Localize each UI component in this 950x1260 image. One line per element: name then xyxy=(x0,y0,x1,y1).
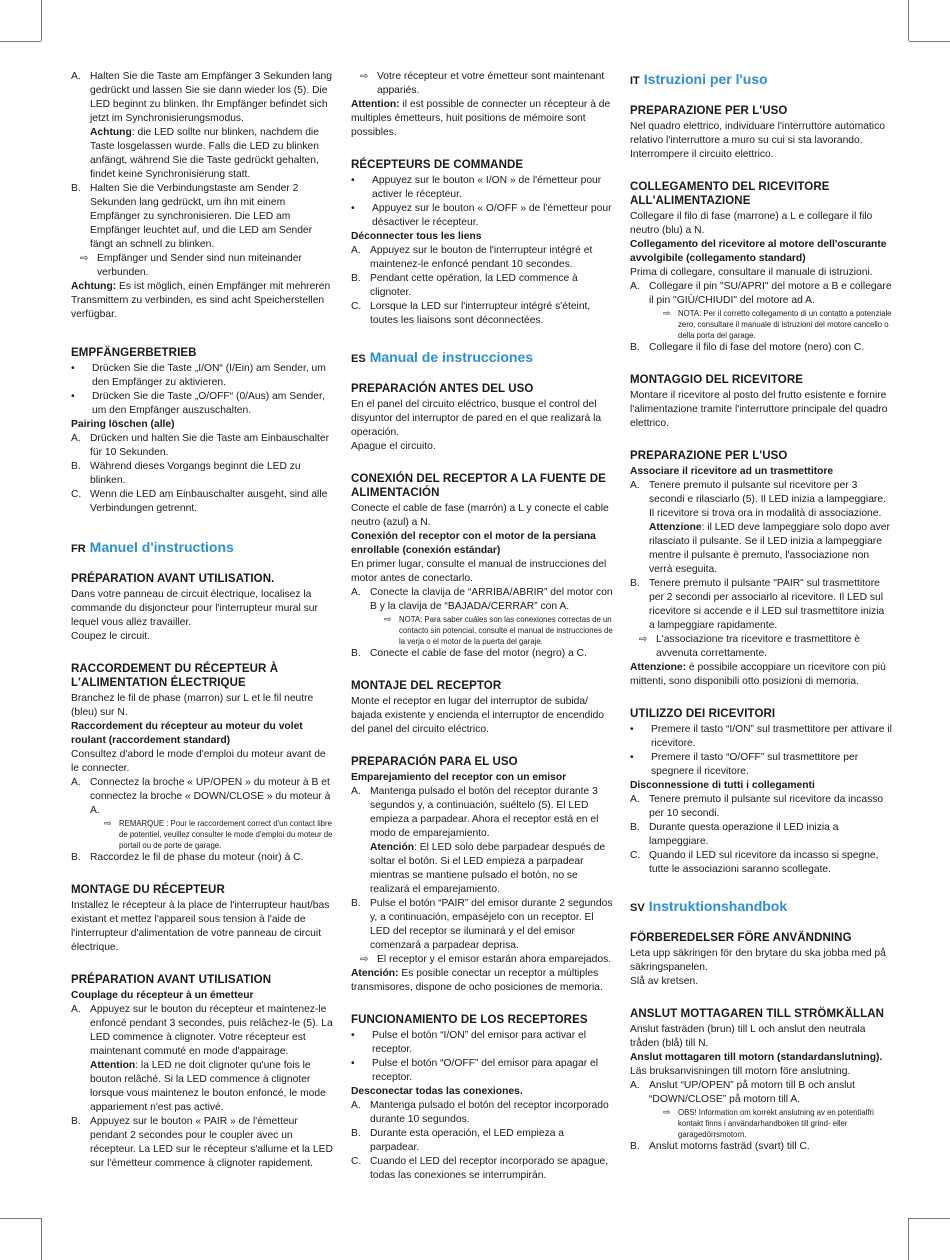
section-heading: PREPARACIÓN ANTES DEL USO xyxy=(351,383,534,395)
step-c: C. Cuando el LED del receptor incorporado se apague, todas las conexiones se interrumpirán. xyxy=(351,1156,609,1181)
section-heading: PRÉPARATION AVANT UTILISATION xyxy=(71,974,272,986)
bullet-item: • Drücken Sie die Taste „I/ON“ (I/Ein) am Sender, um den Empfänger zu aktivieren. xyxy=(71,363,326,388)
step-a: A. Collegare il pin "SU/APRI" del motore a B e collegare il pin "GIÙ/CHIUDI" del motore ad A. xyxy=(630,281,892,306)
crop-mark xyxy=(909,41,950,42)
bullet-icon: • xyxy=(351,1030,355,1041)
result-line: ⇨ L'associazione tra ricevitore e trasmettitore è avvenuta correttamente. xyxy=(639,634,860,659)
bullet-item: • Appuyez sur le bouton « I/ON » de l'émetteur pour activer le récepteur. xyxy=(351,175,602,200)
bullet-icon: • xyxy=(351,175,355,186)
result-line: ⇨ Empfänger und Sender sind nun miteinander verbunden. xyxy=(80,253,302,278)
step-a: A. Mantenga pulsado el botón del receptor durante 3 segundos y, a continuación, suéltelo (5). El LED empieza a parpadear. Ahora el receptor está en el modo de emparejamiento. Atención: El LED solo debe parpadear después de soltar el botón. Si el LED empieza a parpadear mientras se mantiene pulsado el botón, no se realizará el emparejamiento. xyxy=(351,786,606,895)
step-b: B. Halten Sie die Verbindungstaste am Sender 2 Sekunden lang gedrückt, um ihn mit einem Empfänger zu synchronisieren. Die LED am Empfänger leuchtet auf, und die LED am Sender fängt an schnell zu blinken. xyxy=(71,182,333,252)
section-heading: MONTAGGIO DEL RICEVITORE xyxy=(630,374,803,386)
crop-mark xyxy=(908,0,909,41)
section-heading: EMPFÄNGERBETRIEB xyxy=(71,347,197,359)
step-b: B. Collegare il filo di fase del motore (nero) con C. xyxy=(630,342,865,353)
bullet-item: • Drücken Sie die Taste „O/OFF“ (0/Aus) am Sender, um den Empfänger auszuschalten. xyxy=(71,391,325,416)
section-heading: CONEXIÓN DEL RECEPTOR A LA FUENTE DE ALIMENTACIÓN xyxy=(351,473,606,499)
step-a: A. Drücken und halten Sie die Taste am Einbauschalter für 10 Sekunden. xyxy=(71,433,330,458)
step-a: A. Anslut “UP/OPEN” på motorn till B och anslut “DOWN/CLOSE” på motorn till A. xyxy=(630,1080,856,1105)
subheading: Anslut mottagaren till motorn (standardanslutning). xyxy=(630,1052,883,1063)
note: ⇨ NOTA: Para saber cuáles son las conexiones correctas de un contacto sin potencial, consulte el manual de instrucciones de la verja o el motor de la puerta del garaje. xyxy=(384,614,613,646)
bullet-item: • Premere il tasto “I/ON” sul trasmettitore per attivare il ricevitore. xyxy=(630,724,892,749)
step-b: B. Pulse el botón “PAIR” del emisor durante 2 segundos y, a continuación, empaséjelo con un receptor. El LED del receptor se iluminará y el del emisor comenzará a parpadear deprisa. xyxy=(351,898,613,951)
step-text: Halten Sie die Taste am Empfänger 3 Sekunden lang gedrückt und lassen Sie sie dann wieder los (5). Die LED beginnt zu blinken. Ihr Empfänger befindet sich jetzt im Synchronisierungsmodus. xyxy=(90,71,332,124)
crop-mark xyxy=(0,41,41,42)
subheading: Déconnecter tous les liens xyxy=(351,231,482,242)
bullet-item: • Appuyez sur le bouton « O/OFF » de l'émetteur pour désactiver le récepteur. xyxy=(351,203,612,228)
arrow-icon: ⇨ xyxy=(639,634,648,645)
bullet-icon: • xyxy=(351,203,355,214)
section-heading: MONTAJE DEL RECEPTOR xyxy=(351,680,502,692)
bullet-item: • Premere il tasto “O/OFF” sul trasmettitore per spegnere il ricevitore. xyxy=(630,752,859,777)
crop-mark xyxy=(0,1218,41,1219)
arrow-icon: ⇨ xyxy=(663,308,671,318)
subheading: Raccordement du récepteur au moteur du volet roulant (raccordement standard) xyxy=(71,721,303,746)
language-header-es: ES Manual de instrucciones xyxy=(351,349,534,365)
warning: Attention: il est possible de connecter un récepteur à de multiples émetteurs, huit positions de mémoire sont possibles. xyxy=(351,99,611,138)
section-heading: MONTAGE DU RÉCEPTEUR xyxy=(71,884,225,896)
section-heading: FUNCIONAMIENTO DE LOS RECEPTORES xyxy=(351,1014,588,1026)
language-header-it: IT Istruzioni per l'uso xyxy=(630,71,768,87)
step-a: A. Appuyez sur le bouton de l'interrupteur intégré et maintenez-le enfoncé pendant 10 secondes. xyxy=(351,245,593,270)
bullet-icon: • xyxy=(630,724,634,735)
step-b: B. Tenere premuto il pulsante "PAIR" sul trasmettitore per 2 secondi per associarlo al ricevitore. Il LED sul ricevitore si accende e il LED sul trasmettitore inizia a lampeggiare rapidamente. xyxy=(630,578,885,631)
attention-label: Achtung xyxy=(90,127,132,138)
column-3: IT Istruzioni per l'uso PREPARAZIONE PER L'USO Nel quadro elettrico, individuare l'interruttore automatico relativo l'interruttore a muro su cui si sta lavorando. Interrompere il circuito elettrico. COLLEGAMENTO DEL RICEVITORE ALL'ALIMENTAZIONE Collegare il filo di fase (marrone) a L e collegare il filo neutro (blu) a N. Collegamento del ricevitore al motore dell'oscurante avvolgibile (collegamento standard) Prima di collegare, consultare il manuale di istruzioni. A. Collegare il pin "SU/APRI" del motore a B e collegare il pin "GIÙ/CHIUDI" del motore ad A. ⇨ NOTA: Per il corretto collegamento di un contatto a potenziale zero, consultare il manuale di istruzioni del motore cancello o della porta del garage. B. Collegare il filo di fase del motore (nero) con C. MONTAGGIO DEL RICEVITORE Montare il ricevitore al posto del frutto esistente e fornire l'alimentazione tramite l'interruttore principale del quadro elettrico. PREPARAZIONE PER L'USO Associare il ricevitore ad un trasmettitore A. Tenere premuto il pulsante sul ricevitore per 3 secondi e rilasciarlo (5). Il LED inizia a lampeggiare. Il ricevitore si trova ora in modalità di associazione. Attenzione: il LED deve lampeggiare solo dopo aver rilasciato il pulsante. Se il LED inizia a lampeggiare mentre il pulsante è premuto, l'associazione non verrà eseguita. B. Tenere premuto il pulsante "PAIR" sul trasmettitore per 2 secondi per associarlo al ricevitore. Il LED sul ricevitore si accende e il LED sul trasmettitore inizia a lampeggiare rapidamente. ⇨ L'associazione tra ricevitore e trasmettitore è avvenuta correttamente. Attenzione: è possibile accoppiare un ricevitore con più mittenti, sono disponibili otto posizioni di memoria. UTILIZZO DEI RICEVITORI • Premere il tasto “I/ON” sul trasmettitore per attivare il ricevitore. • Premere il tasto “O/OFF” sul trasmettitore per spegnere il ricevitore. Disconnessione di tutti i collegamenti A. Tenere premuto il pulsante sul ricevitore da incasso per 10 secondi. B. Durante questa operazione il LED inizia a lampeggiare. C. Quando il LED sul ricevitore da incasso si spegne, tutte le associazioni saranno scollegate. SV Instruktionshandbok FÖRBEREDELSER FÖRE ANVÄNDNING Leta upp säkringen för den brytare du ska jobba med på säkringspanelen. Slå av kretsen. ANSLUT MOTTAGAREN TILL STRÖMKÄLLAN Anslut fasträden (brun) till L och anslut den neutrala tråden (blå) till N. Anslut mottagaren till motorn (standardanslutning). Läs bruksanvisningen till motorn före anslutning. A. Anslut “UP/OPEN” på motorn till B och anslut “DOWN/CLOSE” på motorn till A. ⇨ OBS! Information om korrekt anslutning av en potentialfri kontakt finns i användarhandboken till grind- eller garagedörrsmotorn. B. Anslut motorns fasträd (svart) till C. xyxy=(630,71,892,1152)
step-a: A. Connectez la broche « UP/OPEN » du moteur à B et connectez la broche « DOWN/CLOSE » du moteur à A. xyxy=(71,777,331,816)
step-b: B. Während dieses Vorgangs beginnt die LED zu blinken. xyxy=(71,461,301,486)
crop-mark xyxy=(41,0,42,41)
bullet-icon: • xyxy=(71,363,75,374)
arrow-icon: ⇨ xyxy=(384,614,392,624)
result-line: ⇨ Votre récepteur et votre émetteur sont maintenant appariés. xyxy=(360,71,605,96)
step-a: A. Tenere premuto il pulsante sul ricevitore da incasso per 10 secondi. xyxy=(630,794,884,819)
warning: Attenzione: è possibile accoppiare un ricevitore con più mittenti, sono disponibili otto posizioni di memoria. xyxy=(630,662,886,687)
note: ⇨ REMARQUE : Pour le raccordement correct d'un contact libre de potentiel, veuillez consulter le mode d'emploi du moteur de portail ou de porte de garage. xyxy=(104,818,333,850)
step-a: A. Appuyez sur le bouton du récepteur et maintenez-le enfoncé pendant 3 secondes, puis relâchez-le (5). La LED commence à clignoter. Votre récepteur est maintenant commuté en mode d'appairage. Attention: la LED ne doit clignoter qu'une fois le bouton relâché. Si la LED commence à clignoter lorsque vous maintenez le bouton enfoncé, le mode appariement n'est pas activé. xyxy=(71,1004,333,1113)
step-c: C. Wenn die LED am Einbauschalter ausgeht, sind alle Verbindungen getrennt. xyxy=(71,489,328,514)
subheading: Collegamento del ricevitore al motore dell'oscurante avvolgibile (collegamento standard) xyxy=(630,239,887,264)
step-text: Halten Sie die Verbindungstaste am Sender 2 Sekunden lang gedrückt, um ihn mit einem Empfänger zu synchronisieren. Die LED am Empfänger leuchtet auf, und die LED am Sender fängt an schnell zu blinken. xyxy=(90,183,313,250)
column-2: ⇨ Votre récepteur et votre émetteur sont maintenant appariés. Attention: il est possible de connecter un récepteur à de multiples émetteurs, huit positions de mémoire sont possibles. RÉCEPTEURS DE COMMANDE • Appuyez sur le bouton « I/ON » de l'émetteur pour activer le récepteur. • Appuyez sur le bouton « O/OFF » de l'émetteur pour désactiver le récepteur. Déconnecter tous les liens A. Appuyez sur le bouton de l'interrupteur intégré et maintenez-le enfoncé pendant 10 secondes. B. Pendant cette opération, la LED commence à clignoter. C. Lorsque la LED sur l'interrupteur intégré s'éteint, toutes les liaisons sont déconnectées. ES Manual de instrucciones PREPARACIÓN ANTES DEL USO En el panel del circuito eléctrico, busque el control del disyuntor del interruptor de pared en el que realizará la operación. Apague el circuito. CONEXIÓN DEL RECEPTOR A LA FUENTE DE ALIMENTACIÓN Conecte el cable de fase (marrón) a L y conecte el cable neutro (azul) a N. Conexión del receptor con el motor de la persiana enrollable (conexión estándar) En primer lugar, consulte el manual de instrucciones del motor antes de conectarlo. A. Conecte la clavija de “ARRIBA/ABRIR” del motor con B y la clavija de “BAJADA/CERRAR” con A. ⇨ NOTA: Para saber cuáles son las conexiones correctas de un contacto sin potencial, consulte el manual de instrucciones de la verja o el motor de la puerta del garaje. B. Conecte el cable de fase del motor (negro) a C. MONTAJE DEL RECEPTOR Monte el receptor en lugar del interruptor de subida/ bajada existente y encienda el interruptor de encendido del panel del circuito eléctrico. PREPARACIÓN PARA EL USO Emparejamiento del receptor con un emisor A. Mantenga pulsado el botón del receptor durante 3 segundos y, a continuación, suéltelo (5). El LED empieza a parpadear. Ahora el receptor está en el modo de emparejamiento. Atención: El LED solo debe parpadear después de soltar el botón. Si el LED empieza a parpadear mientras se mantiene pulsado el botón, no se realizará el emparejamiento. B. Pulse el botón “PAIR” del emisor durante 2 segundos y, a continuación, empaséjelo con un receptor. El LED del receptor se iluminará y el del emisor comenzará a parpadear deprisa. ⇨ El receptor y el emisor estarán ahora emparejados. Atención: Es posible conectar un receptor a múltiples transmisores, dispone de ocho posiciones de memoria. FUNCIONAMIENTO DE LOS RECEPTORES • Pulse el botón “I/ON” del emisor para activar el receptor. • Pulse el botón “O/OFF” del emisor para apagar el receptor. Desconectar todas las conexiones. A. Mantenga pulsado el botón del receptor incorporado durante 10 segundos. B. Durante esta operación, el LED empieza a parpadear. C. Cuando el LED del receptor incorporado se apague, todas las conexiones se interrumpirán. xyxy=(351,71,613,1181)
attention-text: : die LED sollte nur blinken, nachdem die Taste losgelassen wurde. Falls die LED zu blinken anfängt, während Sie die Taste gedrückt gehalten, findet keine Synchronisierung statt. xyxy=(90,127,319,180)
language-header-fr: FR Manuel d'instructions xyxy=(71,539,234,555)
column-1: A. Halten Sie die Taste am Empfänger 3 Sekunden lang gedrückt und lassen Sie sie dann wieder los (5). Die LED beginnt zu blinken. Ihr Empfänger befindet sich jetzt im Synchronisierungsmodus. Achtung: die LED sollte nur blinken, nachdem die Taste losgelassen wurde. Falls die LED zu blinken anfängt, während Sie die Taste gedrückt gehalten, findet keine Synchronisierung statt. B. Halten Sie die Verbindungstaste am Sender 2 Sekunden lang gedrückt, um ihn mit einem Empfänger zu synchronisieren. Die LED am Empfänger leuchtet auf, und die LED am Sender fängt an schnell zu blinken. ⇨ Empfänger und Sender sind nun miteinander verbunden. Achtung: Es ist möglich, einen Empfänger mit mehreren Transmittern zu verbinden, es sind acht Speicherstellen verfügbar. EMPFÄNGERBETRIEB • Drücken Sie die Taste „I/ON“ (I/Ein) am Sender, um den Empfänger zu aktivieren. • Drücken Sie die Taste „O/OFF“ (0/Aus) am Sender, um den Empfänger auszuschalten. Pairing löschen (alle) A. Drücken und halten Sie die Taste am Einbauschalter für 10 Sekunden. B. Während dieses Vorgangs beginnt die LED zu blinken. C. Wenn die LED am Einbauschalter ausgeht, sind alle Verbindungen getrennt. FR Manuel d'instructions PRÉPARATION AVANT UTILISATION. Dans votre panneau de circuit électrique, localisez la commande du disjoncteur pour l'interrupteur mural sur lequel vous allez travailler. Coupez le circuit. RACCORDEMENT DU RÉCEPTEUR À L'ALIMENTATION ÉLECTRIQUE Branchez le fil de phase (marron) sur L et le fil neutre (bleu) sur N. Raccordement du récepteur au moteur du volet roulant (raccordement standard) Consultez d'abord le mode d'emploi du moteur avant de le connecter. A. Connectez la broche « UP/OPEN » du moteur à B et connectez la broche « DOWN/CLOSE » du moteur à A. ⇨ REMARQUE : Pour le raccordement correct d'un contact libre de potentiel, veuillez consulter le mode d'emploi du moteur de portail ou de porte de garage. B. Raccordez le fil de phase du moteur (noir) à C. MONTAGE DU RÉCEPTEUR Installez le récepteur à la place de l'interrupteur haut/bas existant et mettez l'appareil sous tension à l'aide de l'interrupteur d'alimentation de votre panneau de circuit électrique. PRÉPARATION AVANT UTILISATION Couplage du récepteur à un émetteur A. Appuyez sur le bouton du récepteur et maintenez-le enfoncé pendant 3 secondes, puis relâchez-le (5). La LED commence à clignoter. Votre récepteur est maintenant commuté en mode d'appairage. Attention: la LED ne doit clignoter qu'une fois le bouton relâché. Si la LED commence à clignoter lorsque vous maintenez le bouton enfoncé, le mode appariement n'est pas activé. B. Appuyez sur le bouton « PAIR » de l'émetteur pendant 2 secondes pour le coupler avec un récepteur. La LED sur le récepteur s'allume et la LED sur l'émetteur commence à clignoter rapidement. xyxy=(71,71,333,1169)
subheading: Disconnessione di tutti i collegamenti xyxy=(630,780,815,791)
section-heading: RÉCEPTEURS DE COMMANDE xyxy=(351,159,524,171)
step-c: C. Quando il LED sul ricevitore da incasso si spegne, tutte le associazioni saranno scollegate. xyxy=(630,850,879,875)
subheading: Pairing löschen (alle) xyxy=(71,419,175,430)
result-line: ⇨ El receptor y el emisor estarán ahora emparejados. xyxy=(360,954,612,965)
step-a: A. Mantenga pulsado el botón del receptor incorporado durante 10 segundos. xyxy=(351,1100,609,1125)
step-a: A. Halten Sie die Taste am Empfänger 3 Sekunden lang gedrückt und lassen Sie sie dann wieder los (5). Die LED beginnt zu blinken. Ihr Empfänger befindet sich jetzt im Synchronisierungsmodus. Achtung: die LED sollte nur blinken, nachdem die Taste losgelassen wurde. Falls die LED zu blinken anfängt, während Sie die Taste gedrückt gehalten, findet keine Synchronisierung statt. xyxy=(71,71,332,180)
section-heading: PREPARACIÓN PARA EL USO xyxy=(351,756,518,768)
section-heading: FÖRBEREDELSER FÖRE ANVÄNDNING xyxy=(630,932,852,944)
step-b: B. Appuyez sur le bouton « PAIR » de l'émetteur pendant 2 secondes pour le coupler avec un récepteur. La LED sur le récepteur s'allume et la LED sur l'émetteur commence à clignoter rapidement. xyxy=(71,1116,333,1169)
step-b: B. Pendant cette opération, la LED commence à clignoter. xyxy=(351,273,578,298)
crop-mark xyxy=(41,1218,42,1260)
bullet-icon: • xyxy=(351,1058,355,1069)
section-heading: ANSLUT MOTTAGAREN TILL STRÖMKÄLLAN xyxy=(630,1008,885,1020)
note: ⇨ OBS! Information om korrekt anslutning av en potentialfri kontakt finns i användarhandboken till grind- eller garagedörrsmotorn. xyxy=(663,1107,874,1139)
section-heading: UTILIZZO DEI RICEVITORI xyxy=(630,708,776,720)
subheading: Couplage du récepteur à un émetteur xyxy=(71,990,254,1001)
warning: Achtung: Es ist möglich, einen Empfänger mit mehreren Transmittern zu verbinden, es sind acht Speicherstellen verfügbar. xyxy=(71,281,331,320)
subheading: Associare il ricevitore ad un trasmettitore xyxy=(630,466,834,477)
step-c: C. Lorsque la LED sur l'interrupteur intégré s'éteint, toutes les liaisons sont déconnectées. xyxy=(351,301,591,326)
step-b: B. Raccordez le fil de phase du moteur (noir) à C. xyxy=(71,852,304,863)
step-a: A. Conecte la clavija de “ARRIBA/ABRIR” del motor con B y la clavija de “BAJADA/CERRAR” con A. xyxy=(351,587,613,612)
note: ⇨ NOTA: Per il corretto collegamento di un contatto a potenziale zero, consultare il manuale di istruzioni del motore cancello o della porta del garage. xyxy=(663,308,892,340)
bullet-item: • Pulse el botón “I/ON” del emisor para activar el receptor. xyxy=(351,1030,587,1055)
subheading: Conexión del receptor con el motor de la persiana enrollable (conexión estándar) xyxy=(351,531,596,556)
section-heading: PREPARAZIONE PER L'USO xyxy=(630,450,788,462)
step-a: A. Tenere premuto il pulsante sul ricevitore per 3 secondi e rilasciarlo (5). Il LED inizia a lampeggiare. Il ricevitore si trova ora in modalità di associazione. Attenzione: il LED deve lampeggiare solo dopo aver rilasciato il pulsante. Se il LED inizia a lampeggiare mentre il pulsante è premuto, l'associazione non verrà eseguita. xyxy=(630,480,890,575)
arrow-icon: ⇨ xyxy=(360,954,369,965)
arrow-icon: ⇨ xyxy=(80,253,89,264)
bullet-icon: • xyxy=(71,391,75,402)
subheading: Desconectar todas las conexiones. xyxy=(351,1086,523,1097)
warning: Atención: Es posible conectar un receptor a múltiples transmisores, dispone de ocho posiciones de memoria. xyxy=(351,968,603,993)
subheading: Emparejamiento del receptor con un emisor xyxy=(351,772,567,783)
bullet-icon: • xyxy=(630,752,634,763)
bullet-item: • Pulse el botón “O/OFF” del emisor para apagar el receptor. xyxy=(351,1058,599,1083)
section-heading: PRÉPARATION AVANT UTILISATION. xyxy=(71,573,275,585)
crop-mark xyxy=(908,1218,909,1260)
crop-mark xyxy=(909,1218,950,1219)
arrow-icon: ⇨ xyxy=(104,818,112,828)
section-heading: PREPARAZIONE PER L'USO xyxy=(630,105,788,117)
step-b: B. Anslut motorns fasträd (svart) till C. xyxy=(630,1141,810,1152)
step-b: B. Durante questa operazione il LED inizia a lampeggiare. xyxy=(630,822,839,847)
section-heading: RACCORDEMENT DU RÉCEPTEUR À L'ALIMENTATION ÉLECTRIQUE xyxy=(71,663,279,689)
arrow-icon: ⇨ xyxy=(360,71,369,82)
language-header-sv: SV Instruktionshandbok xyxy=(630,898,788,914)
section-heading: COLLEGAMENTO DEL RICEVITORE ALL'ALIMENTAZIONE xyxy=(630,181,830,207)
step-b: B. Conecte el cable de fase del motor (negro) a C. xyxy=(351,648,587,659)
arrow-icon: ⇨ xyxy=(663,1107,671,1117)
step-b: B. Durante esta operación, el LED empieza a parpadear. xyxy=(351,1128,565,1153)
